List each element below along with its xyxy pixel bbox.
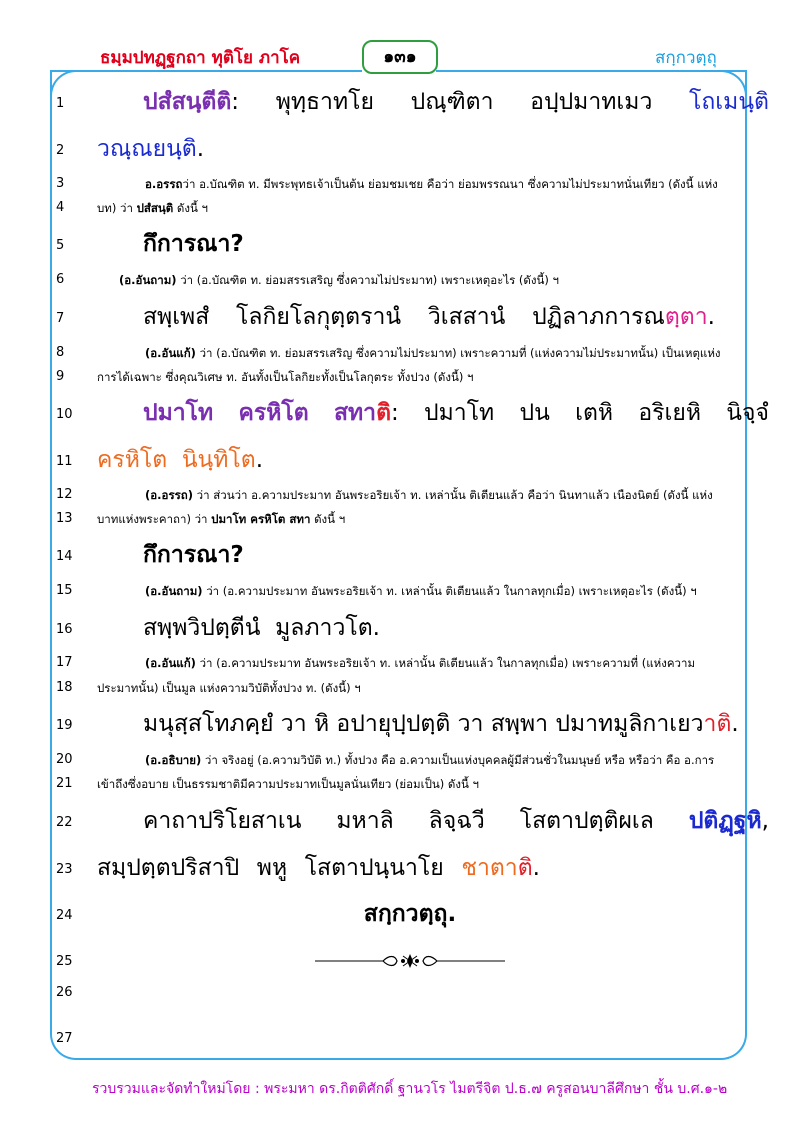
question-line-14: กึการณา? <box>143 542 244 568</box>
line-number: 4 <box>56 200 65 215</box>
translation-line-9: การได้เฉพาะ ซึ่งคุณวิเศษ ท. อันทั้งเป็นโลกิยะทั้งเป็นโลกุตระ ทั้งปวง (ดังนี้) ฯ <box>97 370 474 384</box>
pali-word: ปติฏฺฐหิ, <box>688 808 769 834</box>
frame-top-left <box>50 70 362 72</box>
translation-line-17: (อ.อันแก้) ว่า (อ.ความประมาท อันพระอริยเจ้า ท. เหล่านั้น ติเตียนแล้ว ในกาลทุกเมื่อ) เพราะความที่ (แห่งความ <box>145 656 696 670</box>
translation-line-20: (อ.อธิบาย) ว่า จริงอยู่ (อ.ความวิบัติ ท.) ทั้งปวง คือ อ.ความเป็นแห่งบุคคลผู้มีส่วนชั่วในมนุษย์ หรือ หรือว่า คือ อ.การ <box>145 753 715 767</box>
translation-line-18: ประมาทนั้น) เป็นมูล แห่งความวิบัติทั้งปวง ท. (ดังนี้) ฯ <box>97 681 361 695</box>
line-number: 11 <box>56 454 73 469</box>
translation-line-4: บท) ว่า ปสํสนฺติ ดังนี้ ฯ <box>97 201 208 215</box>
line-number: 27 <box>56 1031 73 1046</box>
line-number: 13 <box>56 511 73 526</box>
pali-line-10 <box>97 398 769 428</box>
header-section-title: สกฺกวตฺถุ <box>655 48 717 68</box>
line-number: 19 <box>56 718 73 733</box>
pali-word: ครหิโต <box>97 447 168 473</box>
pali-word: ปสํสนฺตีติ: <box>143 89 240 115</box>
ornament-divider-icon <box>315 951 505 971</box>
pali-word: พุทฺธาทโย <box>275 89 374 115</box>
pali-word: ชาตาติ. <box>461 855 540 881</box>
line-number: 26 <box>56 985 73 1000</box>
translation-line-21: เข้าถึงซึ่งอบาย เป็นธรรมชาติมีความประมาทเป็นมูลนั่นเทียว (ย่อมเป็น) ดังนี้ ฯ <box>97 777 479 791</box>
line-number: 16 <box>56 622 73 637</box>
pali-line-7 <box>97 302 715 332</box>
line-number: 17 <box>56 655 73 670</box>
frame-top-right <box>436 70 747 72</box>
pali-word: โลกิยโลกุตฺตรานํ <box>236 304 402 330</box>
question-line-5: กึการณา? <box>143 231 244 257</box>
header-book-title: ธมฺมปทฏฺฐกถา ทุติโย ภาโค <box>100 48 301 68</box>
line-number: 3 <box>56 176 65 191</box>
page-number-badge: ๑๓๑ <box>362 40 438 74</box>
pali-word: นินฺทิโต <box>181 447 256 473</box>
pali-word: สพฺเพสํ <box>143 304 210 330</box>
pali-word: ปน <box>519 400 550 426</box>
pali-word: วณฺณยนฺติ <box>97 136 197 162</box>
line-number: 22 <box>56 815 73 830</box>
pali-line-22 <box>97 806 769 836</box>
pali-line-1 <box>97 87 769 117</box>
pali-word: เตหิ <box>575 400 614 426</box>
pali-word: ลิจฺฉวี <box>428 808 485 834</box>
pali-line-2: วณฺณยนฺติ. <box>97 136 205 162</box>
pali-word: โสตาปนฺนาโย <box>304 855 444 881</box>
pali-word: ครหิโต <box>238 400 309 426</box>
line-number: 6 <box>56 272 65 287</box>
line-number: 23 <box>56 862 73 877</box>
line-number: 8 <box>56 345 65 360</box>
line-number: 7 <box>56 311 65 326</box>
translation-line-15: (อ.อันถาม) ว่า (อ.ความประมาท อันพระอริยเจ้า ท. เหล่านั้น ติเตียนแล้ว ในกาลทุกเมื่อ) เพราะเหตุอะไร (ดังนี้) ฯ <box>145 584 697 598</box>
pali-word: โสตาปตฺติผเล <box>519 808 654 834</box>
pali-word: ปมาโท <box>424 400 495 426</box>
line-number: 10 <box>56 407 73 422</box>
translation-line-6: (อ.อันถาม) ว่า (อ.บัณฑิต ท. ย่อมสรรเสริญ ซึ่งความไม่ประมาท) เพราะเหตุอะไร (ดังนี้) ฯ <box>119 273 559 287</box>
footer-credit: รวบรวมและจัดทำใหม่โดย : พระมหา ดร.กิตติศักดิ์ ฐานวโร ไมตรีจิต ป.ธ.๗ ครูสอนบาลีศึกษา ชั้น บ.ศ.๑-๒ <box>92 1081 728 1097</box>
line-number: 14 <box>56 549 73 564</box>
pali-word: ปณฺฑิตา <box>410 89 494 115</box>
translation-line-3: อ.อรรถว่า อ.บัณฑิต ท. มีพระพุทธเจ้าเป็นต้น ย่อมชมเชย คือว่า ย่อมพรรณนา ซึ่งความไม่ประมาทนั่นเทียว (ดังนี้ แห่ง <box>145 177 718 191</box>
pali-word: โถเมนฺติ <box>689 89 769 115</box>
pali-word: ปมาโท <box>143 400 214 426</box>
line-number: 21 <box>56 776 73 791</box>
pali-word: สทาติ: <box>333 400 399 426</box>
line-number: 1 <box>56 96 65 111</box>
pali-word: อริเยหิ <box>638 400 701 426</box>
translation-line-12: (อ.อรรถ) ว่า ส่วนว่า อ.ความประมาท อันพระอริยเจ้า ท. เหล่านั้น ติเตียนแล้ว คือว่า นินทาแล้ว เนืองนิตย์ (ดังนี้ แห่ง <box>145 488 713 502</box>
line-number: 5 <box>56 238 65 253</box>
translation-line-8: (อ.อันแก้) ว่า (อ.บัณฑิต ท. ย่อมสรรเสริญ ซึ่งความไม่ประมาท) เพราะความที่ (แห่งความไม่ประมาทนั้น) เป็นเหตุแห่ง <box>145 346 721 360</box>
pali-word: คาถาปริโยสาเน <box>143 808 302 834</box>
pali-word: สมฺปตฺตปริสาปิ <box>97 855 240 881</box>
line-number: 12 <box>56 487 73 502</box>
pali-line-16: สพฺพวิปตฺตีนํ มูลภาวโต. <box>143 615 380 641</box>
pali-line-23 <box>97 853 540 883</box>
pali-word: วิเสสานํ <box>427 304 506 330</box>
line-number: 18 <box>56 680 73 695</box>
line-number: 25 <box>56 954 73 969</box>
pali-word: พหู <box>256 855 288 881</box>
pali-word: มหาลิ <box>336 808 394 834</box>
line-number: 20 <box>56 752 73 767</box>
pali-line-11: ครหิโต นินฺทิโต. <box>97 447 264 473</box>
line-number: 15 <box>56 583 73 598</box>
translation-line-13: บาทแห่งพระคาถา) ว่า ปมาโท ครหิโต สทา ดังนี้ ฯ <box>97 512 346 526</box>
pali-line-19: มนุสฺสโทภคฺยํ วา หิ อปายุปฺปตฺติ วา สพฺพา ปมาทมูลิกาเยวาติ. <box>143 711 739 737</box>
pali-word: ปฏิลาภการณตฺตา. <box>532 304 715 330</box>
section-end-title: สกฺกวตฺถุ. <box>363 901 457 927</box>
line-number: 24 <box>56 908 73 923</box>
line-number: 2 <box>56 143 65 158</box>
line-number: 9 <box>56 369 65 384</box>
pali-word: อปฺปมาทเมว <box>530 89 653 115</box>
pali-word: นิจฺจํ <box>726 400 769 426</box>
